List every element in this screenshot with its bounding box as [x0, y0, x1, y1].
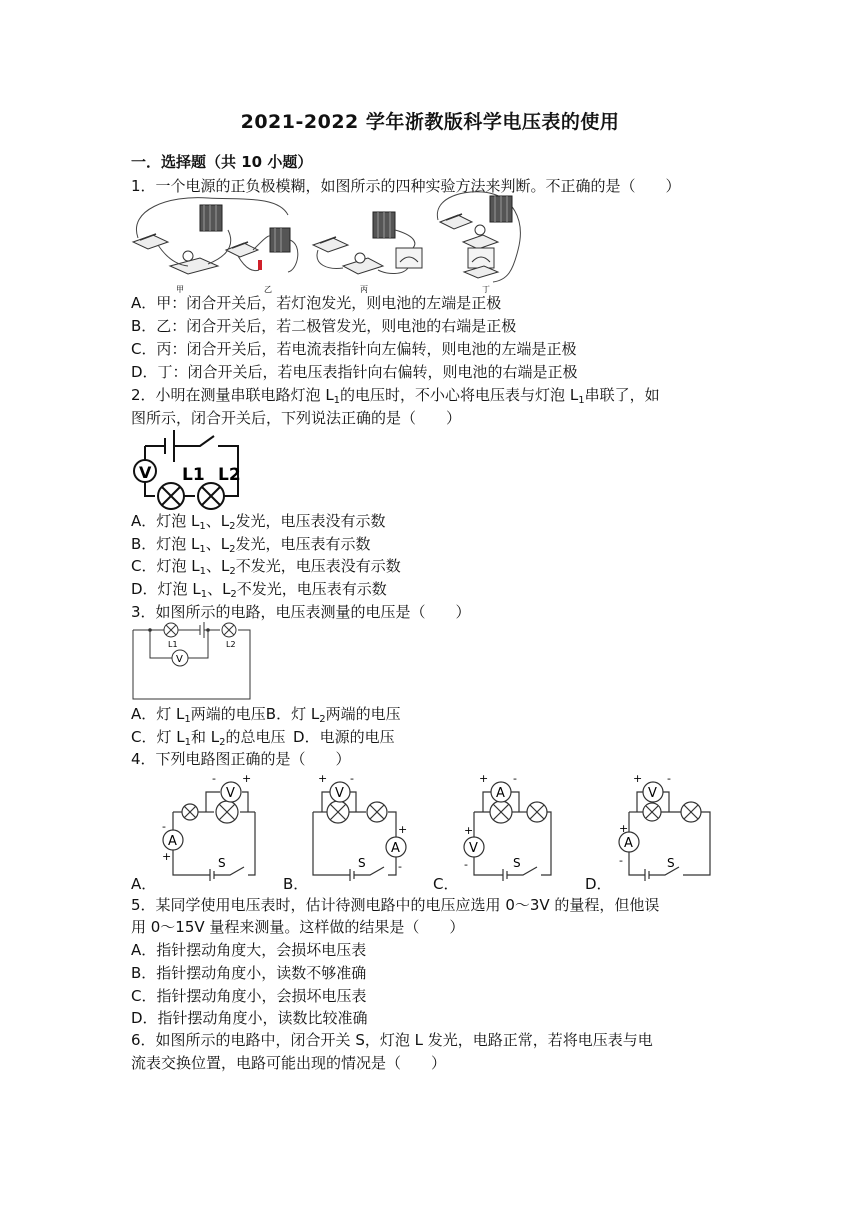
q4a-voltmeter-label: V: [226, 786, 235, 801]
q6-stem-line1: 6．如图所示的电路中，闭合开关 S，灯泡 L 发光，电路正常，若将电压表与电: [131, 1031, 653, 1049]
svg-text:-: -: [513, 772, 517, 785]
q3-figure: [130, 622, 255, 702]
q4-circuit-c: [461, 772, 566, 886]
svg-text:-: -: [212, 772, 216, 785]
q3-option-ab: A．灯 $L_1$两端的电压B．灯 $L_2$两端的电压: [131, 705, 401, 725]
q1-figure: [128, 190, 528, 296]
q1-option-c: C．丙：闭合开关后，若电流表指针向左偏转，则电池的左端是正极: [131, 340, 577, 358]
svg-text:+: +: [464, 824, 474, 837]
q2-stem-line1: 2．小明在测量串联电路灯泡 $L_1$的电压时，不小心将电压表与灯泡 $L_1$串联了，如: [131, 386, 660, 406]
q3-stem: 3．如图所示的电路，电压表测量的电压是（ ）: [131, 603, 471, 621]
q5-option-a: A．指针摆动角度大，会损坏电压表: [131, 941, 367, 959]
q2-option-c: C．灯泡 $L_1$、$L_2$不发光，电压表没有示数: [131, 557, 401, 577]
q4c-switch-label: S: [513, 856, 521, 870]
q1-fig-label-yi: 乙: [264, 285, 272, 294]
svg-text:-: -: [464, 858, 468, 871]
q4-circuit-a: [158, 772, 263, 886]
q1-fig-yi: [226, 228, 298, 272]
q4-label-b: B．: [283, 875, 309, 893]
q1-option-b: B．乙：闭合开关后，若二极管发光，则电池的右端是正极: [131, 317, 517, 335]
svg-text:-: -: [162, 820, 166, 833]
q5-option-b: B．指针摆动角度小，读数不够准确: [131, 964, 367, 982]
q2-stem-line2: 图所示，闭合开关后，下列说法正确的是（ ）: [131, 409, 462, 427]
q1-fig-label-ding: 丁: [482, 285, 490, 294]
q4-label-c: C．: [433, 875, 459, 893]
q2-l2-label: L2: [218, 465, 241, 485]
q1-fig-jia: [133, 198, 288, 274]
q4b-switch-label: S: [358, 856, 366, 870]
svg-text:+: +: [619, 822, 629, 835]
q3-l1-label: L1: [168, 640, 178, 649]
q4d-ammeter-label: A: [624, 836, 633, 851]
q2-voltmeter-label: V: [139, 463, 152, 482]
q5-stem-line2: 用 0～15V 量程来测量。这样做的结果是（ ）: [131, 918, 465, 936]
q6-stem-line2: 流表交换位置，电路可能出现的情况是（ ）: [131, 1054, 447, 1072]
q4d-voltmeter-label: V: [648, 786, 657, 801]
svg-text:-: -: [667, 772, 671, 785]
q3-voltmeter-label: V: [176, 654, 183, 665]
q1-fig-ding: [437, 192, 520, 282]
q1-option-d: D．丁：闭合开关后，若电压表指针向右偏转，则电池的右端是正极: [131, 363, 578, 381]
q4d-switch-label: S: [667, 856, 675, 870]
q2-option-a: A．灯泡 $L_1$、$L_2$发光，电压表没有示数: [131, 512, 386, 532]
q5-option-d: D．指针摆动角度小，读数比较准确: [131, 1009, 368, 1027]
svg-text:+: +: [633, 772, 643, 785]
svg-text:+: +: [479, 772, 489, 785]
svg-text:-: -: [350, 772, 354, 785]
q4c-voltmeter-label: V: [469, 841, 478, 856]
q1-fig-label-jia: 甲: [176, 285, 184, 294]
q2-option-b: B．灯泡 $L_1$、$L_2$发光，电压表有示数: [131, 535, 371, 555]
svg-text:-: -: [398, 860, 402, 873]
q4c-ammeter-label: A: [496, 786, 505, 801]
page-title: 2021-2022 学年浙教版科学电压表的使用: [240, 111, 620, 133]
q5-stem-line1: 5．某同学使用电压表时，估计待测电路中的电压应选用 0～3V 的量程，但他误: [131, 896, 660, 914]
q3-l2-label: L2: [226, 640, 236, 649]
q4a-switch-label: S: [218, 856, 226, 870]
section-heading: 一．选择题（共 10 小题）: [131, 153, 313, 171]
q2-figure: [130, 428, 245, 510]
q4-label-a: A．: [131, 875, 157, 893]
q4b-ammeter-label: A: [391, 841, 400, 856]
q1-fig-label-bing: 丙: [360, 285, 368, 294]
q4-circuit-b: [308, 772, 413, 886]
q1-option-a: A．甲：闭合开关后，若灯泡发光，则电池的左端是正极: [131, 294, 502, 312]
q1-fig-bing: [313, 212, 422, 274]
q4b-voltmeter-label: V: [335, 786, 344, 801]
svg-text:+: +: [242, 772, 252, 785]
q2-option-d: D．灯泡 $L_1$、$L_2$不发光，电压表有示数: [131, 580, 387, 600]
svg-text:+: +: [318, 772, 328, 785]
q2-l1-label: L1: [182, 465, 205, 485]
q4-circuit-d: [613, 772, 718, 886]
svg-text:+: +: [398, 823, 408, 836]
svg-text:-: -: [619, 854, 623, 867]
q5-option-c: C．指针摆动角度小，会损坏电压表: [131, 987, 367, 1005]
q4-stem: 4．下列电路图正确的是（ ）: [131, 750, 351, 768]
svg-text:+: +: [162, 850, 172, 863]
q1-stem: 1．一个电源的正负极模糊，如图所示的四种实验方法来判断。不正确的是（ ）: [131, 177, 681, 195]
q4-label-d: D．: [585, 875, 612, 893]
q3-option-cd: C．灯 $L_1$和 $L_2$的总电压 D．电源的电压: [131, 728, 395, 748]
q4a-ammeter-label: A: [168, 834, 177, 849]
